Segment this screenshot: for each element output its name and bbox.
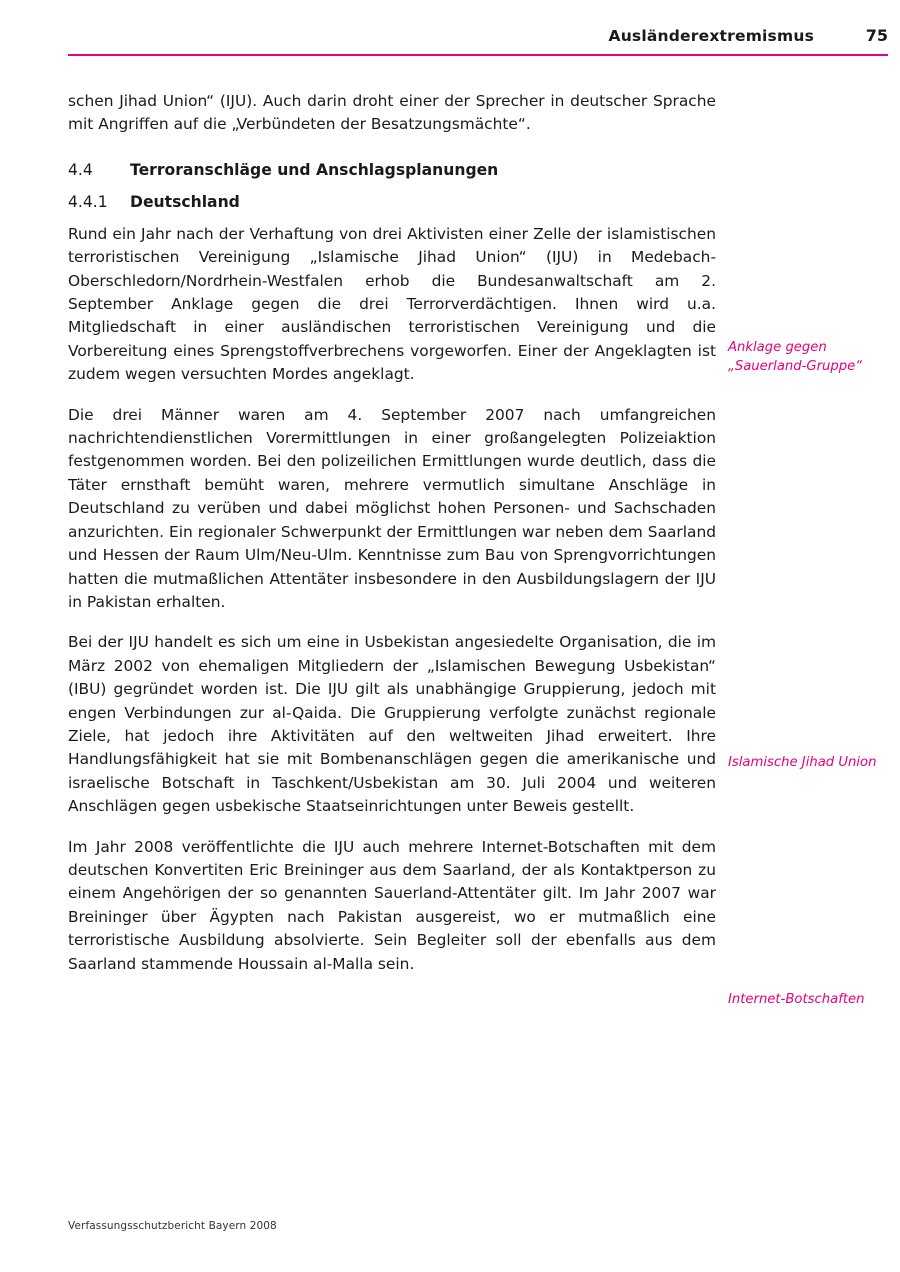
subsection-number: 4.4.1 <box>68 192 108 211</box>
header-title: Ausländerextremismus <box>608 27 814 45</box>
body-paragraph: Bei der IJU handelt es sich um eine in Usbekistan angesiedelte Organisation, die im März 2002 von ehemaligen Mitgliedern der „Islamischen Bewegung Usbekistan“ (IBU) gegründet worden ist. Die IJU gilt als unabhängige Gruppierung, jedoch mit engen Verbindungen zur al-Qaida. Die Gruppierung verfolgte zunächst regionale Ziele, hat jedoch ihre Aktivitäten auf den weltweiten Jihad erweitert. Ihre Handlungsfähigkeit hat sie mit Bombenanschlägen gegen die amerikanische und israelische Botschaft in Taschkent/Usbekistan am 30. Juli 2004 und weiteren Anschlägen gegen usbekische Staatseinrichtungen unter Beweis gestellt. <box>68 633 716 816</box>
margin-note: Internet-Botschaften <box>728 992 865 1007</box>
page-header <box>68 26 888 45</box>
subsection-title: Deutschland <box>130 192 240 211</box>
section-heading <box>68 161 716 179</box>
subsection-heading <box>68 193 716 211</box>
page-footer: Verfassungsschutzbericht Bayern 2008 <box>68 1220 277 1232</box>
section-title: Terroranschläge und Anschlagsplanungen <box>130 160 499 179</box>
body-paragraph: Im Jahr 2008 veröffentlichte die IJU auch mehrere Internet-Botschaften mit dem deutschen Konvertiten Eric Breininger aus dem Saarland, der als Kontaktperson zu einem Angehörigen der so genannten Sauerland-Attentäter gilt. Im Jahr 2007 war Breininger über Ägypten nach Pakistan ausgereist, wo er mutmaßlich eine terroristische Ausbildung absolvierte. Sein Begleiter soll der ebenfalls aus dem Saarland stammende Houssain al-Malla sein. <box>68 837 716 973</box>
margin-note: Islamische Jihad Union <box>728 755 877 770</box>
intro-paragraph: schen Jihad Union“ (IJU). Auch darin droht einer der Sprecher in deutscher Sprache mit Angriffen auf die „Verbündeten der Besatzungsmächte“. <box>68 92 716 134</box>
body-paragraph: Rund ein Jahr nach der Verhaftung von drei Aktivisten einer Zelle der islamistischen terroristischen Vereinigung „Islamische Jihad Union“ (IJU) in Medebach-Oberschledorn/Nordrhein-Westfalen erhob die Bundesanwaltschaft am 2. September Anklage gegen die drei Terrorverdächtigen. Ihnen wird u.a. Mitgliedschaft in einer ausländischen terroristischen Vereinigung und die Vorbereitung eines Sprengstoffverbrechens vorgeworfen. Einer der Angeklagten ist zudem wegen versuchten Mordes angeklagt. <box>68 224 716 384</box>
main-text-column <box>68 90 716 976</box>
page-number: 75 <box>865 26 888 45</box>
body-paragraph: Die drei Männer waren am 4. September 2007 nach umfangreichen nachrichtendienstlichen Vorermittlungen in einer großangelegten Polizeiaktion festgenommen worden. Bei den polizeilichen Ermittlungen wurde deutlich, dass die Täter ernsthaft bemüht waren, mehrere vermutlich simultane Anschläge in Deutschland zu verüben und dabei möglichst hohen Personen- und Sachschaden anzurichten. Ein regionaler Schwerpunkt der Ermittlungen war neben dem Saarland und Hessen der Raum Ulm/Neu-Ulm. Kenntnisse zum Bau von Sprengvorrichtungen hatten die mutmaßlichen Attentäter insbesondere in den Ausbildungslagern der IJU in Pakistan erhalten. <box>68 405 716 611</box>
header-divider <box>68 54 888 56</box>
margin-note: Anklage gegen „Sauerland-Gruppe“ <box>728 340 863 375</box>
section-number: 4.4 <box>68 160 93 179</box>
